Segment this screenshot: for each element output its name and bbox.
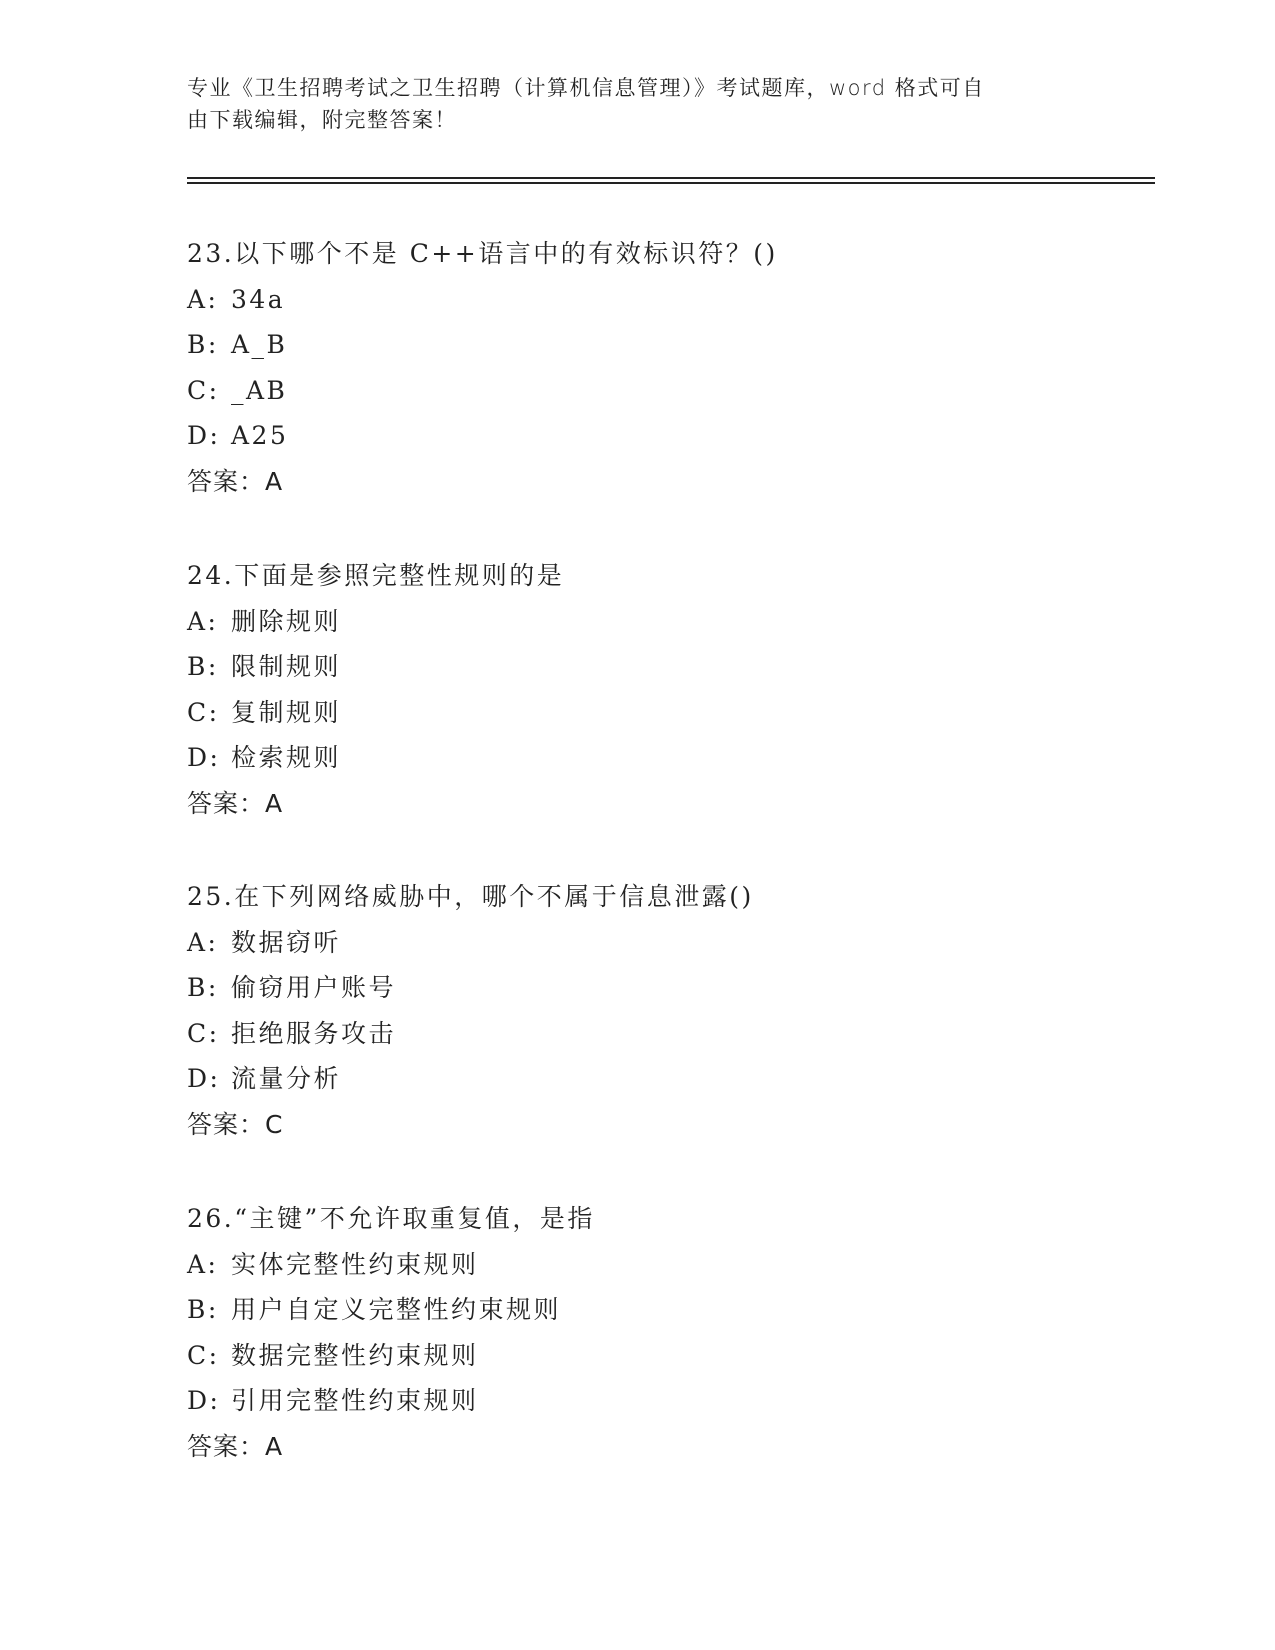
option-text: 检索规则	[231, 743, 342, 772]
option-letter: B:	[187, 973, 219, 1002]
option-b	[187, 322, 1087, 368]
option-b	[187, 965, 1087, 1011]
answer-line: 答案：A	[187, 788, 284, 818]
option-text: 偷窃用户账号	[231, 973, 397, 1002]
option-b	[187, 1287, 1087, 1333]
header-line-1: 专业《卫生招聘考试之卫生招聘（计算机信息管理）》考试题库，word 格式可自	[187, 76, 985, 100]
option-letter: D:	[187, 1064, 221, 1093]
option-letter: C:	[187, 1340, 220, 1370]
option-letter: A:	[187, 606, 219, 636]
option-b	[187, 644, 1087, 690]
option-letter: C:	[187, 375, 220, 405]
option-letter: B:	[187, 1295, 219, 1324]
option-letter: C:	[187, 1018, 220, 1048]
option-letter: D:	[187, 1386, 221, 1415]
header-line-2: 由下载编辑，附完整答案！	[187, 108, 457, 132]
option-c	[187, 1011, 1087, 1057]
option-text: 复制规则	[231, 697, 342, 727]
option-c	[187, 1333, 1087, 1379]
option-letter: B:	[187, 330, 219, 359]
option-c	[187, 690, 1087, 736]
option-text: 引用完整性约束规则	[231, 1386, 479, 1415]
option-a	[187, 1242, 1087, 1288]
document-header	[187, 72, 1067, 136]
option-letter: A:	[187, 927, 219, 957]
option-letter: A:	[187, 1249, 219, 1279]
option-letter: B:	[187, 652, 219, 681]
answer-line: 答案：A	[187, 1431, 284, 1461]
question-stem: 26.“主键”不允许取重复值，是指	[187, 1204, 595, 1233]
option-text: 用户自定义完整性约束规则	[231, 1295, 562, 1324]
header-divider-bottom	[187, 182, 1155, 184]
option-a	[187, 277, 1087, 323]
option-text: A_B	[231, 330, 288, 359]
option-text: 删除规则	[231, 606, 342, 636]
question-stem: 24.下面是参照完整性规则的是	[187, 561, 565, 590]
option-a	[187, 920, 1087, 966]
question-25	[187, 874, 1087, 1147]
option-text: 34a	[231, 284, 286, 314]
question-stem: 23.以下哪个不是 C++语言中的有效标识符？()	[187, 239, 778, 268]
option-text: _AB	[231, 375, 288, 405]
question-23	[187, 231, 1087, 504]
option-d	[187, 1378, 1087, 1424]
option-d	[187, 735, 1087, 781]
question-24	[187, 553, 1087, 826]
option-text: 拒绝服务攻击	[231, 1018, 397, 1048]
answer-line: 答案：C	[187, 1109, 284, 1139]
option-letter: D:	[187, 421, 221, 450]
option-letter: D:	[187, 743, 221, 772]
question-stem: 25.在下列网络威胁中，哪个不属于信息泄露()	[187, 882, 754, 911]
answer-line: 答案：A	[187, 466, 284, 496]
option-letter: A:	[187, 284, 219, 314]
option-text: 数据窃听	[231, 927, 342, 957]
option-d	[187, 1056, 1087, 1102]
option-text: A25	[231, 421, 289, 450]
option-d	[187, 413, 1087, 459]
option-text: 流量分析	[231, 1064, 342, 1093]
option-a	[187, 599, 1087, 645]
option-text: 实体完整性约束规则	[231, 1249, 479, 1279]
header-divider-top	[187, 177, 1155, 179]
option-letter: C:	[187, 697, 220, 727]
question-26	[187, 1196, 1087, 1469]
option-text: 限制规则	[231, 652, 342, 681]
option-c	[187, 368, 1087, 414]
option-text: 数据完整性约束规则	[231, 1340, 479, 1370]
